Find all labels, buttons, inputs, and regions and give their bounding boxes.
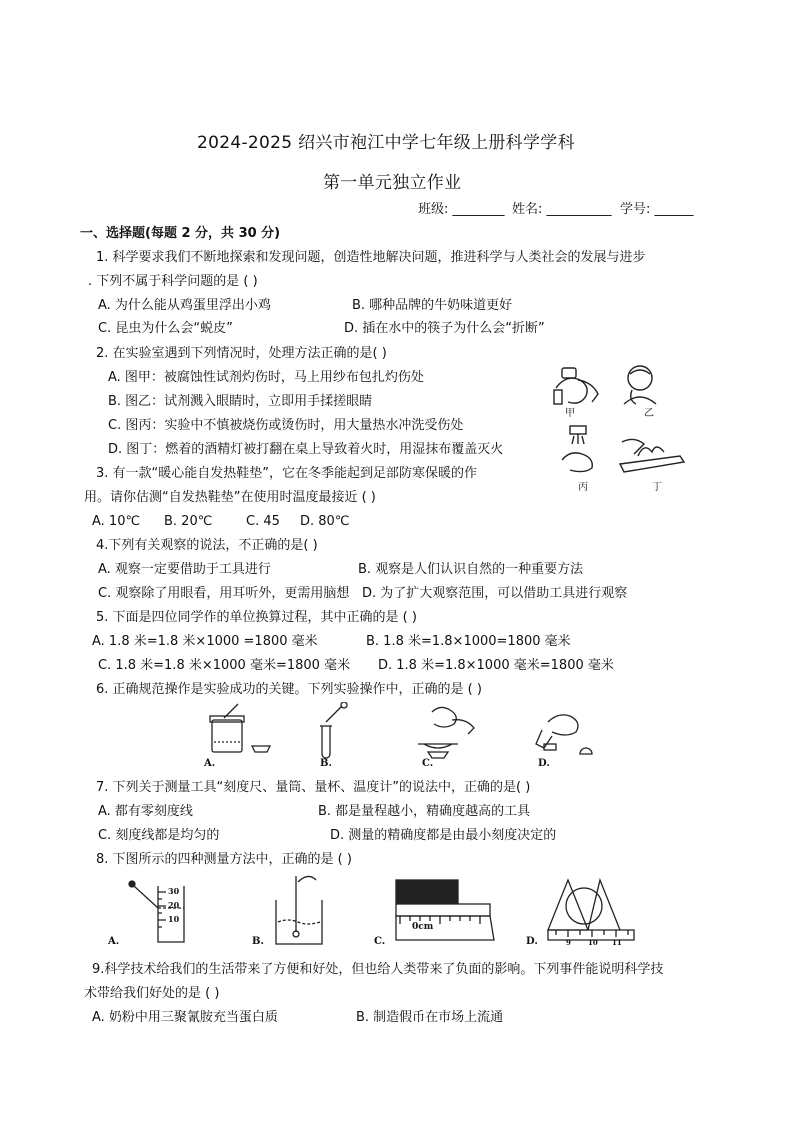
page-subtitle: 第一单元独立作业 bbox=[323, 173, 462, 193]
q4-stem: 4.下列有关观察的说法，不正确的是( ) bbox=[96, 538, 318, 553]
q8-fig-label-c: C. bbox=[374, 936, 386, 947]
q4-option-a: A. 观察一定要借助于工具进行 bbox=[98, 562, 271, 577]
q8-cyl-tick-10: 10 bbox=[168, 914, 180, 924]
q6-stem: 6. 正确规范操作是实验成功的关键。下列实验操作中，正确的是 ( ) bbox=[96, 682, 482, 697]
q2-stem: 2. 在实验室遇到下列情况时，处理方法正确的是( ) bbox=[96, 346, 387, 361]
q7-option-d: D. 测量的精确度都是由最小刻度决定的 bbox=[330, 828, 557, 843]
q2-option-d: D. 图丁：燃着的酒精灯被打翻在桌上导致着火时，用湿抹布覆盖灭火 bbox=[108, 442, 504, 457]
q8-stem: 8. 下图所示的四种测量方法中，正确的是 ( ) bbox=[96, 852, 352, 867]
student-id-field-label: 学号: ______ bbox=[620, 202, 694, 217]
q8-ruler-tick-9: 9 bbox=[566, 938, 571, 947]
q6-fig-label-d: D. bbox=[538, 758, 550, 769]
q1-option-b: B. 哪种品牌的牛奶味道更好 bbox=[352, 298, 513, 313]
q7-option-b: B. 都是量程越小，精确度越高的工具 bbox=[318, 804, 531, 819]
q8-cyl-tick-20: 20 bbox=[168, 900, 180, 910]
q5-option-d: D. 1.8 米=1.8×1000 毫米=1800 毫米 bbox=[378, 658, 614, 673]
q2-fig-label-bing: 丙 bbox=[578, 482, 588, 493]
safety-illustration bbox=[548, 360, 698, 495]
q4-option-b: B. 观察是人们认识自然的一种重要方法 bbox=[358, 562, 584, 577]
q9-stem-line2: 术带给我们好处的是 ( ) bbox=[84, 986, 220, 1001]
q6-lab-operations-figure bbox=[196, 702, 616, 772]
q8-cyl-tick-30: 30 bbox=[168, 886, 180, 896]
q1-option-d: D. 插在水中的筷子为什么会“折断” bbox=[344, 321, 545, 336]
q4-option-d: D. 为了扩大观察范围，可以借助工具进行观察 bbox=[362, 586, 628, 601]
q1-stem-line1: 1. 科学要求我们不断地探索和发现问题，创造性地解决问题，推进科学与人类社会的发展与进步 bbox=[96, 250, 646, 265]
q8-measurement-figure bbox=[100, 872, 660, 952]
q8-ruler-tick-10: 10 bbox=[588, 938, 598, 947]
q3-stem-line1: 3. 有一款“暖心能自发热鞋垫”，它在冬季能起到足部防寒保暖的作 bbox=[96, 466, 478, 481]
q8-ruler-tick-11: 11 bbox=[612, 938, 622, 947]
q2-fig-label-yi: 乙 bbox=[644, 408, 654, 419]
page-title: 2024-2025 绍兴市袍江中学七年级上册科学学科 bbox=[197, 133, 575, 153]
q2-option-c: C. 图丙：实验中不慎被烧伤或烫伤时，用大量热水冲洗受伤处 bbox=[108, 418, 464, 433]
lab-operations-illustration bbox=[196, 702, 616, 772]
q2-option-a: A. 图甲：被腐蚀性试剂灼伤时，马上用纱布包扎灼伤处 bbox=[108, 370, 424, 385]
q2-fig-label-ding: 丁 bbox=[652, 482, 662, 493]
q2-fig-label-jia: 甲 bbox=[565, 408, 575, 419]
q1-option-a: A. 为什么能从鸡蛋里浮出小鸡 bbox=[98, 298, 271, 313]
q8-ruler-zero-label: 0cm bbox=[412, 922, 434, 932]
q7-option-a: A. 都有零刻度线 bbox=[98, 804, 193, 819]
q3-option-a: A. 10℃ bbox=[92, 514, 141, 529]
q5-option-b: B. 1.8 米=1.8×1000=1800 毫米 bbox=[366, 634, 571, 649]
q1-option-c: C. 昆虫为什么会“蜕皮” bbox=[98, 321, 233, 336]
q9-option-b: B. 制造假币在市场上流通 bbox=[356, 1010, 504, 1025]
q6-fig-label-c: C. bbox=[422, 758, 434, 769]
q5-stem: 5. 下面是四位同学作的单位换算过程，其中正确的是 ( ) bbox=[96, 610, 417, 625]
section-heading: 一、选择题(每题 2 分，共 30 分) bbox=[80, 226, 281, 241]
q1-stem-line2: . 下列不属于科学问题的是 ( ) bbox=[88, 274, 258, 289]
q7-option-c: C. 刻度线都是均匀的 bbox=[98, 828, 220, 843]
q9-option-a: A. 奶粉中用三聚氰胺充当蛋白质 bbox=[92, 1010, 278, 1025]
q9-stem-line1: 9.科学技术给我们的生活带来了方便和好处，但也给人类带来了负面的影响。下列事件能说明科学技 bbox=[92, 962, 664, 977]
q5-option-a: A. 1.8 米=1.8 米×1000 =1800 毫米 bbox=[92, 634, 318, 649]
q8-fig-label-a: A. bbox=[108, 936, 120, 947]
q6-fig-label-a: A. bbox=[204, 758, 216, 769]
q3-stem-line2: 用。请你估测“自发热鞋垫”在使用时温度最接近 ( ) bbox=[84, 490, 376, 505]
q4-option-c: C. 观察除了用眼看，用耳听外，更需用脑想 bbox=[98, 586, 350, 601]
q6-fig-label-b: B. bbox=[320, 758, 332, 769]
q3-option-c: C. 45 bbox=[246, 514, 280, 529]
q3-option-b: B. 20℃ bbox=[164, 514, 213, 529]
name-field-label: 姓名: __________ bbox=[512, 202, 612, 217]
q8-fig-label-b: B. bbox=[252, 936, 264, 947]
q8-fig-label-d: D. bbox=[526, 936, 538, 947]
q7-stem: 7. 下列关于测量工具“刻度尺、量筒、量杯、温度计”的说法中，正确的是( ) bbox=[96, 780, 531, 795]
q3-option-d: D. 80℃ bbox=[300, 514, 350, 529]
q5-option-c: C. 1.8 米=1.8 米×1000 毫米=1800 毫米 bbox=[98, 658, 351, 673]
q2-safety-figure bbox=[548, 360, 698, 495]
q2-option-b: B. 图乙：试剂溅入眼睛时，立即用手揉搓眼睛 bbox=[108, 394, 373, 409]
class-field-label: 班级: ________ bbox=[418, 202, 505, 217]
